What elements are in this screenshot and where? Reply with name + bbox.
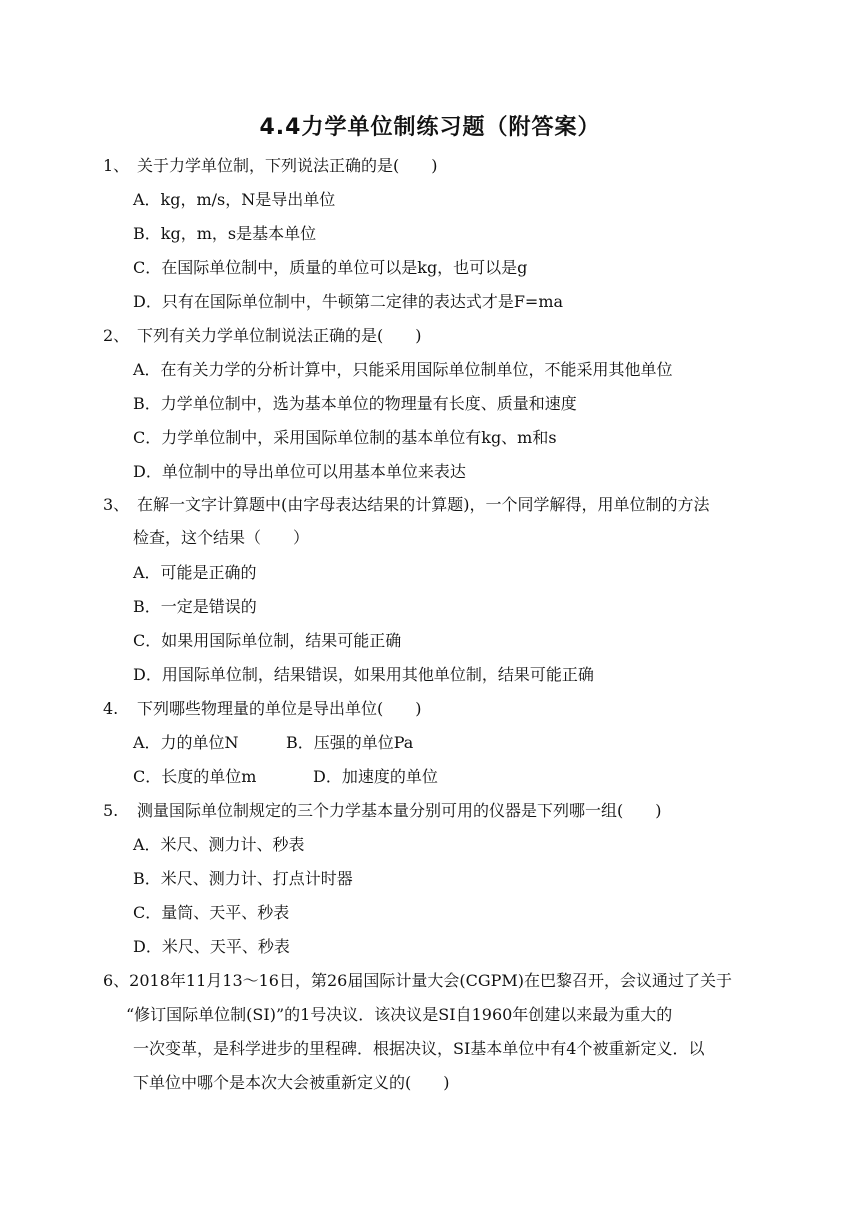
option-b: B．压强的单位Pa [286,733,414,752]
option-a: A．在有关力学的分析计算中，只能采用国际单位制单位，不能采用其他单位 [133,360,673,379]
page-title: 4.4力学单位制练习题（附答案） [259,115,601,140]
option-a: A．力的单位N [133,733,239,752]
option-d: D．用国际单位制，结果错误，如果用其他单位制，结果可能正确 [133,665,594,684]
question-text: 下列有关力学单位制说法正确的是( ) [137,326,422,345]
option-d: D．米尺、天平、秒表 [133,937,290,956]
question-number: 4. [103,699,119,718]
option-c: C．长度的单位m [133,767,257,786]
question-text: 下列哪些物理量的单位是导出单位( ) [137,699,422,718]
option-d: D．加速度的单位 [313,767,438,786]
question-text: 在解一文字计算题中(由字母表达结果的计算题)，一个同学解得，用单位制的方法 [137,495,710,514]
question-text: 6、2018年11月13～16日，第26届国际计量大会(CGPM)在巴黎召开，会议通过了关于 [103,971,732,990]
option-b: B．一定是错误的 [133,597,257,616]
option-d: D．只有在国际单位制中，牛顿第二定律的表达式才是F=ma [133,292,564,311]
option-b: B．力学单位制中，选为基本单位的物理量有长度、质量和速度 [133,394,577,413]
question-number: 1、 [103,156,130,175]
option-a: A．kg，m/s，N是导出单位 [133,190,336,209]
question-text-continued: 下单位中哪个是本次大会被重新定义的( ) [133,1073,450,1092]
option-c: C．在国际单位制中，质量的单位可以是kg，也可以是g [133,258,528,277]
question-number: 5. [103,801,119,820]
option-a: A．米尺、测力计、秒表 [133,835,305,854]
option-c: C．量筒、天平、秒表 [133,903,290,922]
question-text-continued: “修订国际单位制(SI)”的1号决议．该决议是SI自1960年创建以来最为重大的 [126,1005,673,1024]
option-c: C．力学单位制中，采用国际单位制的基本单位有kg、m和s [133,428,557,447]
question-text: 测量国际单位制规定的三个力学基本量分别可用的仪器是下列哪一组( ) [137,801,662,820]
option-d: D．单位制中的导出单位可以用基本单位来表达 [133,462,466,481]
option-b: B．米尺、测力计、打点计时器 [133,869,353,888]
question-text-continued: 检查，这个结果（ ） [133,528,310,547]
question-number: 3、 [103,495,130,514]
option-a: A．可能是正确的 [133,563,257,582]
question-text-continued: 一次变革，是科学进步的里程碑．根据决议，SI基本单位中有4个被重新定义．以 [133,1039,705,1058]
option-c: C．如果用国际单位制，结果可能正确 [133,631,402,650]
question-text: 关于力学单位制，下列说法正确的是( ) [137,156,438,175]
question-number: 2、 [103,326,130,345]
option-b: B．kg，m，s是基本单位 [133,224,317,243]
